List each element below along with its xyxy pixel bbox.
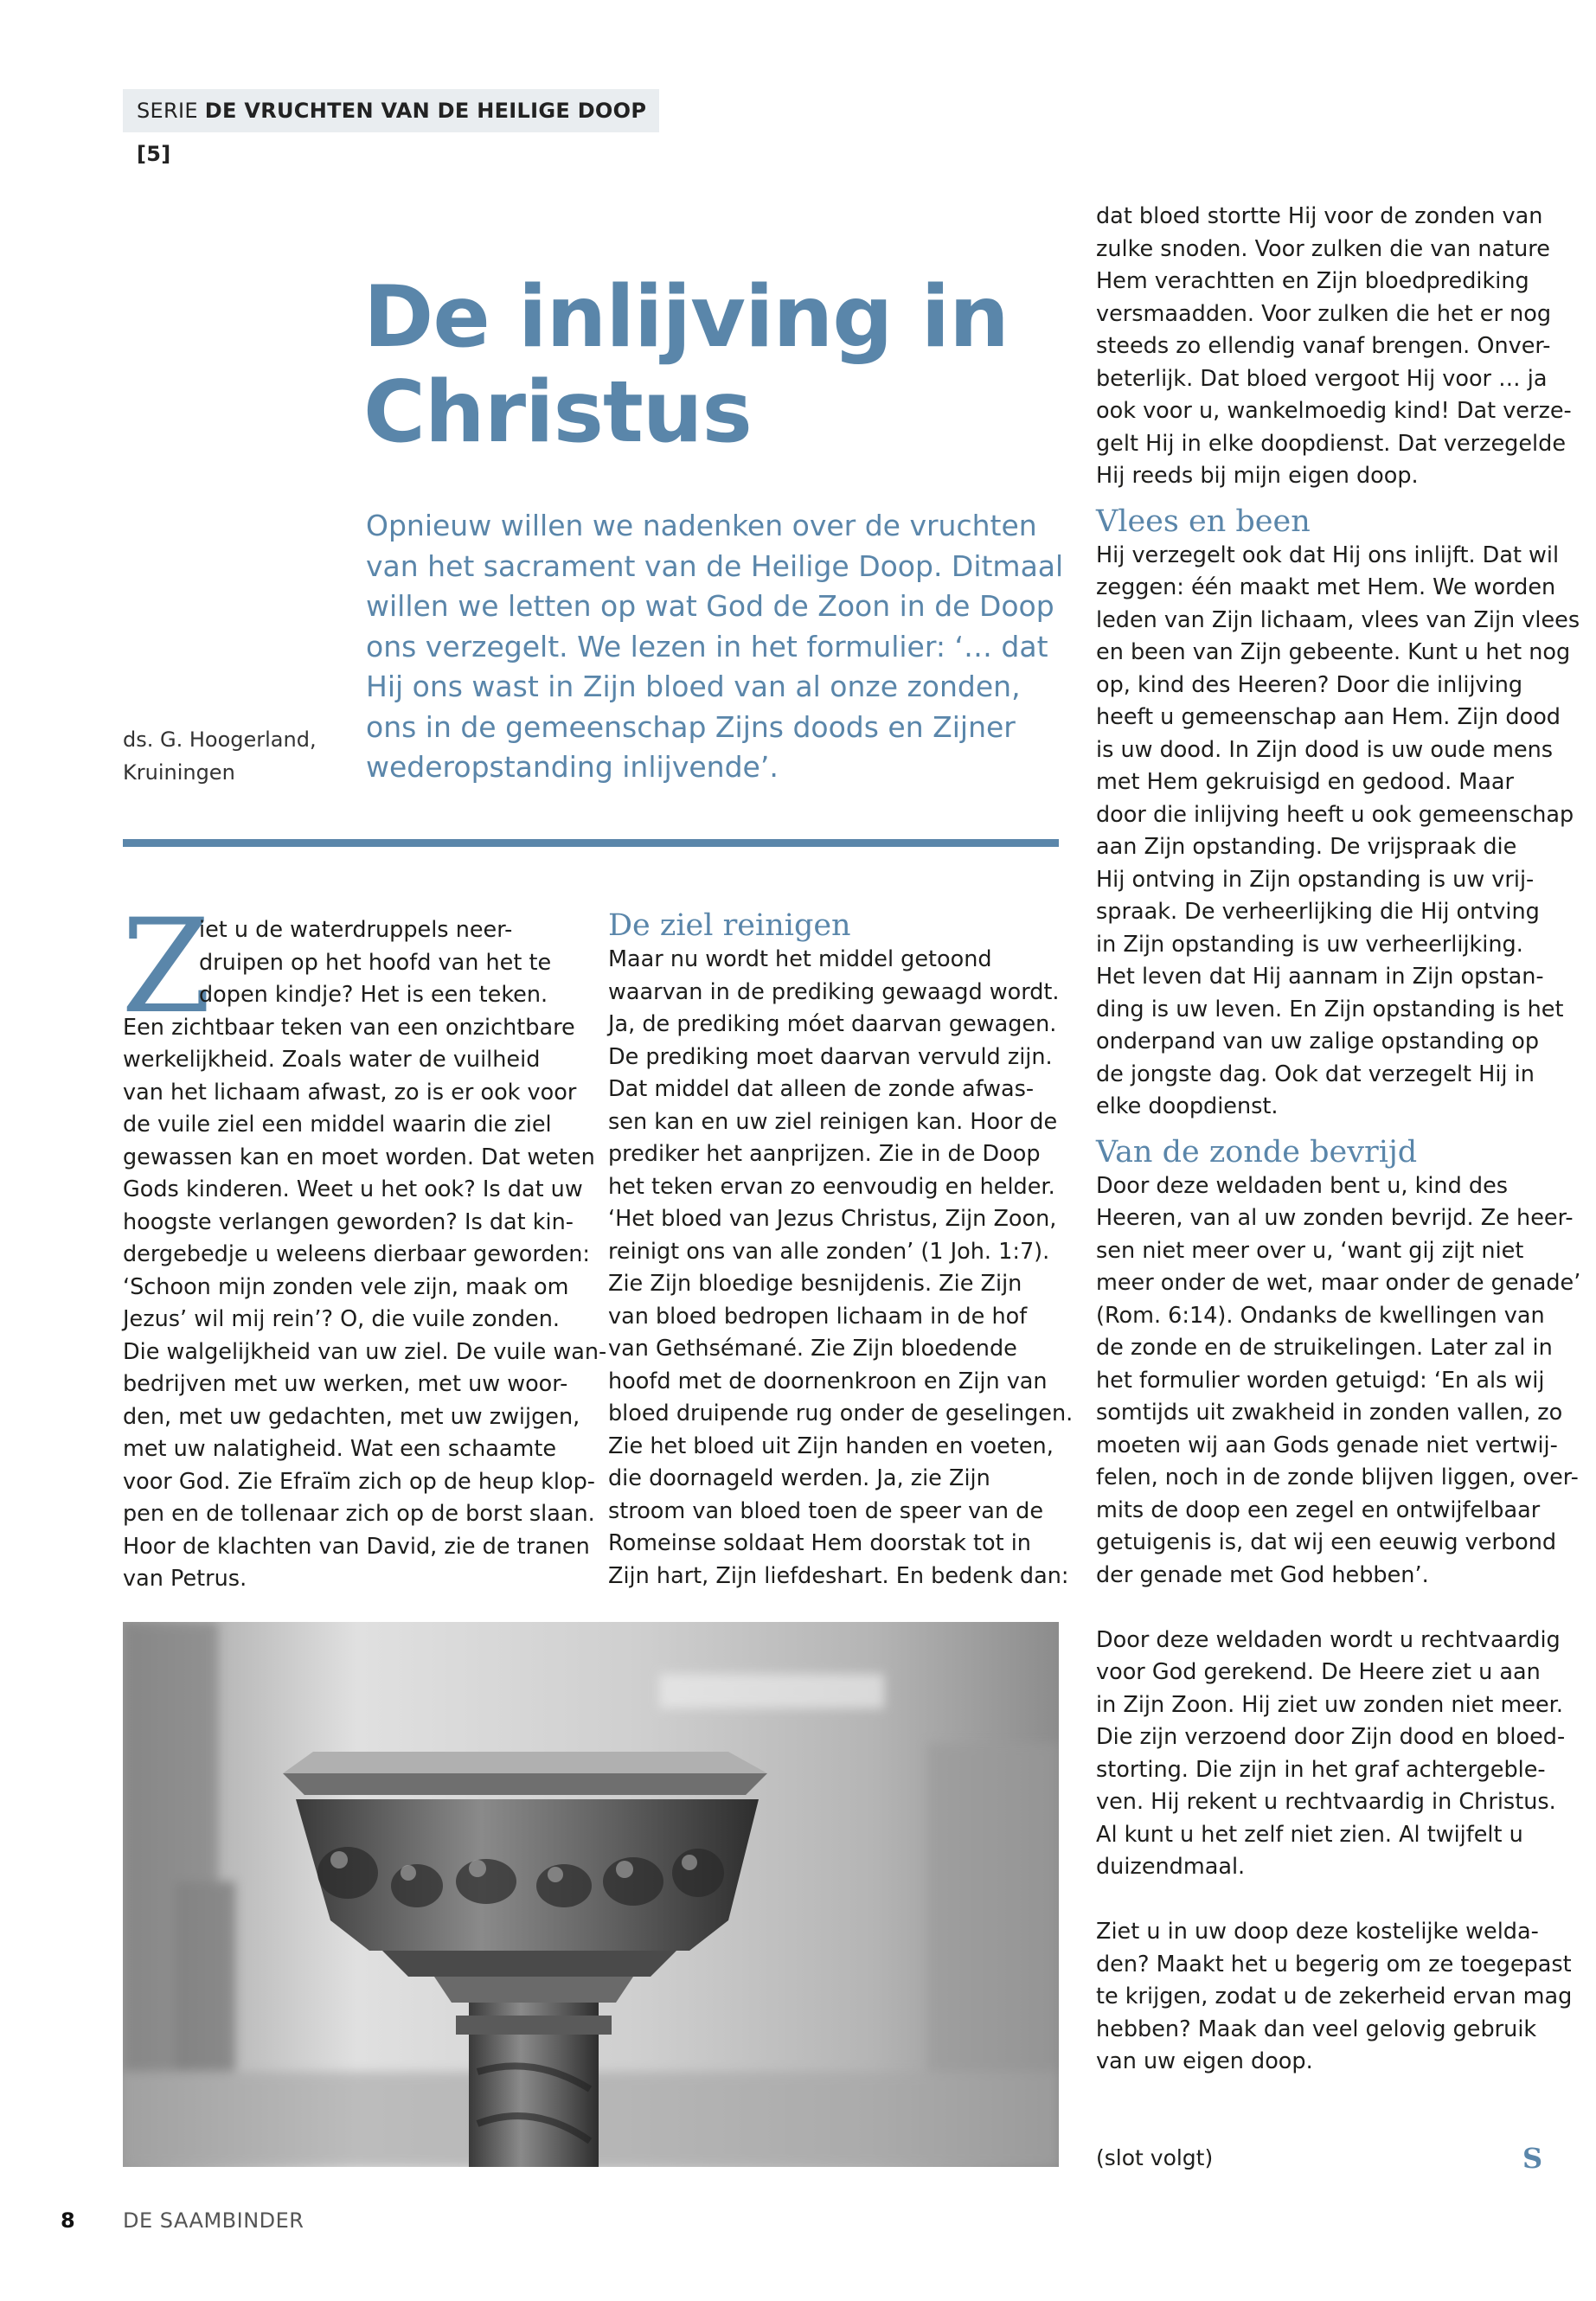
text-line: Die walgelijkheid van uw ziel. De vuile wan- xyxy=(123,1338,607,1365)
continuation-note: (slot volgt) xyxy=(1096,2145,1214,2170)
text-line: Al kunt u het zelf niet zien. Al twijfelt u xyxy=(1096,1821,1523,1848)
text-line: reinigt ons van alle zonden’ (1 Joh. 1:7). xyxy=(608,1238,1050,1265)
text-line: bloed druipende rug onder de geselingen. xyxy=(608,1400,1074,1426)
text-line: de vuile ziel een middel waarin die ziel xyxy=(123,1112,552,1138)
text-line: Zie het bloed uit Zijn handen en voeten, xyxy=(608,1433,1054,1459)
text-line: Hij reeds bij mijn eigen doop. xyxy=(1096,463,1419,489)
text-line: ven. Hij rekent u rechtvaardig in Christus. xyxy=(1096,1789,1556,1815)
series-prefix: SERIE xyxy=(137,99,198,123)
text-line: ‘Schoon mijn zonden vele zijn, maak om xyxy=(123,1273,569,1300)
magazine-name: DE SAAMBINDER xyxy=(123,2208,304,2233)
text-line: gelt Hij in elke doopdienst. Dat verzegelde xyxy=(1096,430,1567,457)
text-line: door die inlijving heeft u ook gemeenschap xyxy=(1096,801,1574,828)
text-line: iet u de waterdruppels neer- xyxy=(199,917,513,943)
text-line: van Petrus. xyxy=(123,1566,247,1592)
drop-cap: Z xyxy=(121,892,212,1042)
text-line: ook voor u, wankelmoedig kind! Dat verze- xyxy=(1096,398,1572,424)
text-line: stroom van bloed toen de speer van de xyxy=(608,1497,1044,1524)
text-line: druipen op het hoofd van het te xyxy=(199,949,552,976)
text-line: gewassen kan en moet worden. Dat weten xyxy=(123,1144,595,1170)
text-line: Hoor de klachten van David, zie de tranen xyxy=(123,1533,590,1560)
text-line: het formulier worden getuigd: ‘En als wij xyxy=(1096,1367,1545,1394)
text-line: beterlijk. Dat bloed vergoot Hij voor … ja xyxy=(1096,365,1548,392)
title-line: Christus xyxy=(363,363,752,462)
text-line: (Rom. 6:14). Ondanks de kwellingen van xyxy=(1096,1302,1545,1329)
text-line: den, met uw gedachten, met uw zwijgen, xyxy=(123,1403,580,1430)
lead-line: van het sacrament van de Heilige Doop. Ditmaal xyxy=(366,548,1064,583)
text-line: met uw nalatigheid. Wat een schaamte xyxy=(123,1436,557,1462)
text-line: Hem verachtten en Zijn bloedprediking xyxy=(1096,268,1529,294)
lead-line: Hij ons wast in Zijn bloed van al onze zonden, xyxy=(366,670,1021,703)
text-line: getuigenis is, dat wij een eeuwig verbond xyxy=(1096,1529,1557,1555)
baptismal-font-illustration xyxy=(123,1622,1059,2167)
text-line: dopen kindje? Het is een teken. xyxy=(199,982,548,1008)
text-line: Het leven dat Hij aannam in Zijn opstan- xyxy=(1096,964,1544,990)
text-line: sen kan en uw ziel reinigen kan. Hoor de xyxy=(608,1108,1058,1135)
text-line: met Hem gekruisigd en gedood. Maar xyxy=(1096,769,1515,795)
text-line: Een zichtbaar teken van een onzichtbare xyxy=(123,1014,575,1041)
column-3-section-1 xyxy=(1096,540,1580,1124)
text-line: op, kind des Heeren? Door die inlijving xyxy=(1096,671,1523,698)
text-line: leden van Zijn lichaam, vlees van Zijn vlees xyxy=(1096,606,1580,633)
column-3 xyxy=(1096,201,1581,2079)
series-label xyxy=(123,89,659,166)
text-line: ‘Het bloed van Jezus Christus, Zijn Zoon, xyxy=(608,1206,1057,1232)
text-line: duizendmaal. xyxy=(1096,1854,1246,1880)
text-line: van bloed bedropen lichaam in de hof xyxy=(608,1303,1028,1330)
lead-line: ons in de gemeenschap Zijns doods en Zijner xyxy=(366,709,1016,744)
text-line: Hij ontving in Zijn opstanding is uw vrij- xyxy=(1096,866,1535,893)
text-line: den? Maakt het u begerig om ze toegepast xyxy=(1096,1951,1572,1977)
text-line: pen en de tollenaar zich op de borst slaan. xyxy=(123,1501,595,1527)
text-line: hoofd met de doornenkroon en Zijn van xyxy=(608,1368,1048,1394)
lead-line: Opnieuw willen we nadenken over de vruchten xyxy=(366,509,1037,542)
column-3-intro xyxy=(1096,201,1572,493)
text-line: Hij verzegelt ook dat Hij ons inlijft. Dat wil xyxy=(1096,542,1560,568)
lead-line: ons verzegelt. We lezen in het formulier: ‘… dat xyxy=(366,629,1048,663)
text-line: zulke snoden. Voor zulken die van nature xyxy=(1096,235,1550,262)
text-line: elke doopdienst. xyxy=(1096,1093,1279,1119)
column-3-section-2 xyxy=(1096,1170,1581,1593)
text-line: bedrijven met uw werken, met uw woor- xyxy=(123,1371,568,1397)
text-line: felen, noch in de zonde blijven liggen, over- xyxy=(1096,1465,1579,1490)
page-number: 8 xyxy=(61,2208,75,2233)
text-line: hebben? Maak dan veel gelovig gebruik xyxy=(1096,2016,1537,2042)
text-line: voor God gerekend. De Heere ziet u aan xyxy=(1096,1659,1541,1685)
text-line: prediker het aanprijzen. Zie in de Doop xyxy=(608,1141,1041,1167)
text-line: aan Zijn opstanding. De vrijspraak die xyxy=(1096,834,1517,860)
text-line: Gods kinderen. Weet u het ook? Is dat uw xyxy=(123,1176,583,1202)
end-mark-icon: S xyxy=(1522,2142,1543,2175)
text-line: waarvan in de prediking gewaagd wordt. xyxy=(608,978,1060,1005)
text-line: Door deze weldaden bent u, kind des xyxy=(1096,1172,1509,1199)
text-line: versmaadden. Voor zulken die het er nog xyxy=(1096,300,1552,327)
column-1 xyxy=(123,914,607,1596)
text-line: sen niet meer over u, ‘want gij zijt niet xyxy=(1096,1237,1524,1264)
text-line: Zie Zijn bloedige besnijdenis. Zie Zijn xyxy=(608,1271,1022,1297)
text-line: Heeren, van al uw zonden bevrijd. Ze heer- xyxy=(1096,1205,1574,1231)
text-line: storting. Die zijn in het graf achtergeble- xyxy=(1096,1756,1546,1783)
text-line: Die zijn verzoend door Zijn dood en bloed- xyxy=(1096,1724,1566,1750)
author-place: Kruiningen xyxy=(123,760,235,785)
column-2-body xyxy=(608,944,1074,1593)
article-title xyxy=(363,270,1009,460)
text-line: en been van Zijn gebeente. Kunt u het nog xyxy=(1096,639,1571,665)
text-line: De prediking moet daarvan vervuld zijn. xyxy=(608,1043,1053,1070)
text-line: dat bloed stortte Hij voor de zonden van xyxy=(1096,203,1543,229)
text-line: de zonde en de struikelingen. Later zal in xyxy=(1096,1335,1553,1361)
text-line: is uw dood. In Zijn dood is uw oude mens xyxy=(1096,736,1554,763)
text-line: van Gethsémané. Zie Zijn bloedende xyxy=(608,1336,1017,1362)
text-line: zeggen: één maakt met Hem. We worden xyxy=(1096,574,1556,600)
text-line: Ja, de prediking móet daarvan gewagen. xyxy=(608,1011,1057,1037)
text-line: meer onder de wet, maar onder de genade’ xyxy=(1096,1270,1581,1296)
baptismal-font-photo xyxy=(123,1622,1059,2167)
text-line: somtijds uit zwakheid in zonden vallen, zo xyxy=(1096,1400,1563,1426)
author-byline xyxy=(123,723,317,789)
text-line: te krijgen, zodat u de zekerheid ervan mag xyxy=(1096,1984,1573,2009)
text-line: der genade met God hebben’. xyxy=(1096,1561,1429,1588)
text-line: in Zijn Zoon. Hij ziet uw zonden niet meer. xyxy=(1096,1691,1563,1718)
column-3-section-4 xyxy=(1096,1916,1573,2079)
text-line: spraak. De verheerlijking die Hij ontving xyxy=(1096,899,1540,925)
title-line: De inlijving in xyxy=(363,268,1009,367)
text-line: dergebedje u weleens dierbaar geworden: xyxy=(123,1241,591,1267)
text-line: de jongste dag. Ook dat verzegelt Hij in xyxy=(1096,1061,1535,1087)
text-line: die doornageld werden. Ja, zie Zijn xyxy=(608,1465,990,1491)
subheading-vlees-en-been: Vlees en been xyxy=(1096,503,1311,539)
text-line: het teken ervan zo eenvoudig en helder. xyxy=(608,1173,1055,1200)
section-divider xyxy=(123,839,1059,847)
text-line: mits de doop een zegel en ontwijfelbaar xyxy=(1096,1497,1541,1523)
text-line: onderpand van uw zalige opstanding op xyxy=(1096,1029,1540,1054)
lead-line: wederopstanding inlijvende’. xyxy=(366,750,779,784)
lead-line: willen we letten op wat God de Zoon in de Doop xyxy=(366,589,1054,623)
series-name: DE VRUCHTEN VAN DE HEILIGE DOOP [5] xyxy=(137,99,647,166)
text-line: Door deze weldaden wordt u rechtvaardig xyxy=(1096,1626,1561,1653)
text-line: Romeinse soldaat Hem doorstak tot in xyxy=(608,1530,1031,1556)
text-line: hoogste verlangen geworden? Is dat kin- xyxy=(123,1208,574,1235)
text-line: van uw eigen doop. xyxy=(1096,2048,1313,2074)
text-line: Jezus’ wil mij rein’? O, die vuile zonden. xyxy=(123,1306,560,1332)
text-line: Dat middel dat alleen de zonde afwas- xyxy=(608,1076,1035,1102)
text-line: Zijn hart, Zijn liefdeshart. En bedenk dan: xyxy=(608,1562,1069,1589)
lead-paragraph xyxy=(366,506,1064,788)
text-line: ding is uw leven. En Zijn opstanding is het xyxy=(1096,996,1564,1022)
text-line: van het lichaam afwast, zo is er ook voor xyxy=(123,1079,577,1106)
author-name: ds. G. Hoogerland, xyxy=(123,727,317,752)
column-2 xyxy=(608,907,1074,1593)
text-line: Maar nu wordt het middel getoond xyxy=(608,946,992,972)
text-line: in Zijn opstanding is uw verheerlijking. xyxy=(1096,931,1523,958)
subheading-van-de-zonde-bevrijd: Van de zonde bevrijd xyxy=(1096,1134,1418,1170)
text-line: steeds zo ellendig vanaf brengen. Onver- xyxy=(1096,333,1551,359)
text-line: moeten wij aan Gods genade niet vertwij- xyxy=(1096,1432,1558,1458)
text-line: Ziet u in uw doop deze kostelijke welda- xyxy=(1096,1919,1539,1945)
text-line: heeft u gemeenschap aan Hem. Zijn dood xyxy=(1096,704,1561,730)
text-line: werkelijkheid. Zoals water de vuilheid xyxy=(123,1047,541,1073)
column-3-section-3 xyxy=(1096,1625,1566,1884)
text-line: voor God. Zie Efraïm zich op de heup klop- xyxy=(123,1468,595,1495)
subheading-ziel-reinigen: De ziel reinigen xyxy=(608,908,851,943)
